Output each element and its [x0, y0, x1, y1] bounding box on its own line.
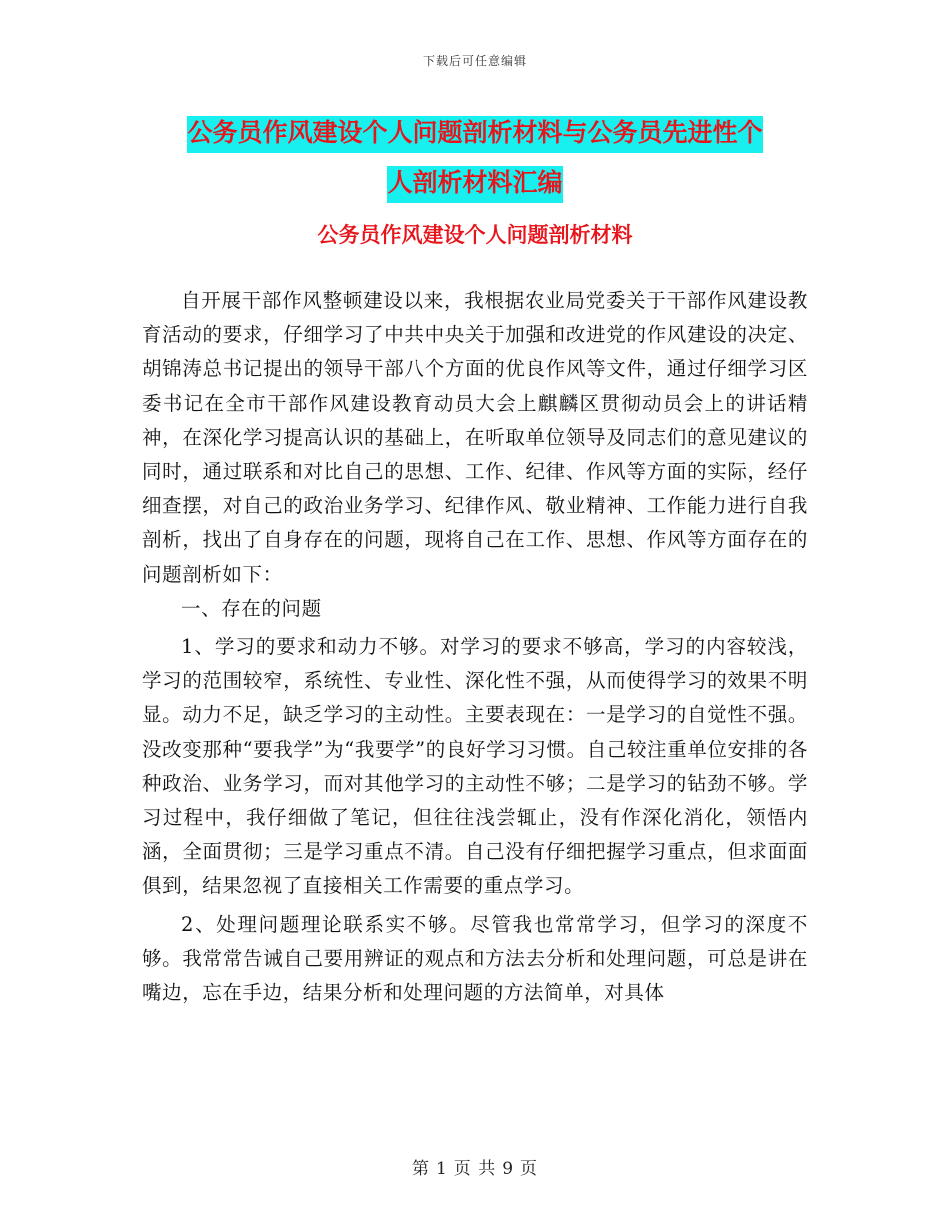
document-title-line-1: 公务员作风建设个人问题剖析材料与公务员先进性个	[187, 116, 762, 153]
page-number: 1	[435, 1159, 448, 1179]
page-label-middle: 页 共	[453, 1159, 497, 1179]
paragraph-intro: 自开展干部作风整顿建设以来，我根据农业局党委关于干部作风建设教育活动的要求，仔细学习了中共中央关于加强和改进党的作风建设的决定、胡锦涛总书记提出的领导干部八个方面的优良作风等文件，通过仔细学习区委书记在全市干部作风建设教育动员大会上麒麟区贯彻动员会上的讲话精神，在深化学习提高认识的基础上，在听取单位领导及同志们的意见建议的同时，通过联系和对比自己的思想、工作、纪律、作风等方面的实际，经仔细查摆，对自己的政治业务学习、纪律作风、敬业精神、工作能力进行自我剖析，找出了自身存在的问题，现将自己在工作、思想、作风等方面存在的问题剖析如下：	[142, 289, 808, 586]
document-body	[142, 284, 808, 1010]
page-label-suffix: 页	[520, 1159, 539, 1179]
paragraph-problem-2: 2、处理问题理论联系实不够。尽管我也常常学习，但学习的深度不够。我常常告诫自己要用辨证的观点和方法去分析和处理问题，可总是讲在嘴边，忘在手边，结果分析和处理问题的方法简单，对具体	[142, 912, 808, 1005]
page-footer	[0, 1154, 950, 1179]
total-pages: 9	[502, 1159, 515, 1179]
header-note: 下载后可任意编辑	[422, 54, 527, 68]
document-title	[140, 108, 810, 208]
document-title-line-2: 人剖析材料汇编	[387, 166, 562, 203]
section-title: 公务员作风建设个人问题剖析材料	[317, 223, 633, 247]
page-label-prefix: 第	[411, 1159, 430, 1179]
paragraph-problem-1: 1、学习的要求和动力不够。对学习的要求不够高，学习的内容较浅，学习的范围较窄，系统性、专业性、深化性不强，从而使得学习的效果不明显。动力不足，缺乏学习的主动性。主要表现在：一是学习的自觉性不强。没改变那种“要我学”为“我要学”的良好学习习惯。自己较注重单位安排的各种政治、业务学习，而对其他学习的主动性不够；二是学习的钻劲不够。学习过程中，我仔细做了笔记，但往往浅尝辄止，没有作深化消化，领悟内涵，全面贯彻；三是学习重点不清。自己没有仔细把握学习重点，但求面面俱到，结果忽视了直接相关工作需要的重点学习。	[142, 635, 808, 898]
paragraph-heading-problems: 一、存在的问题	[181, 596, 322, 620]
